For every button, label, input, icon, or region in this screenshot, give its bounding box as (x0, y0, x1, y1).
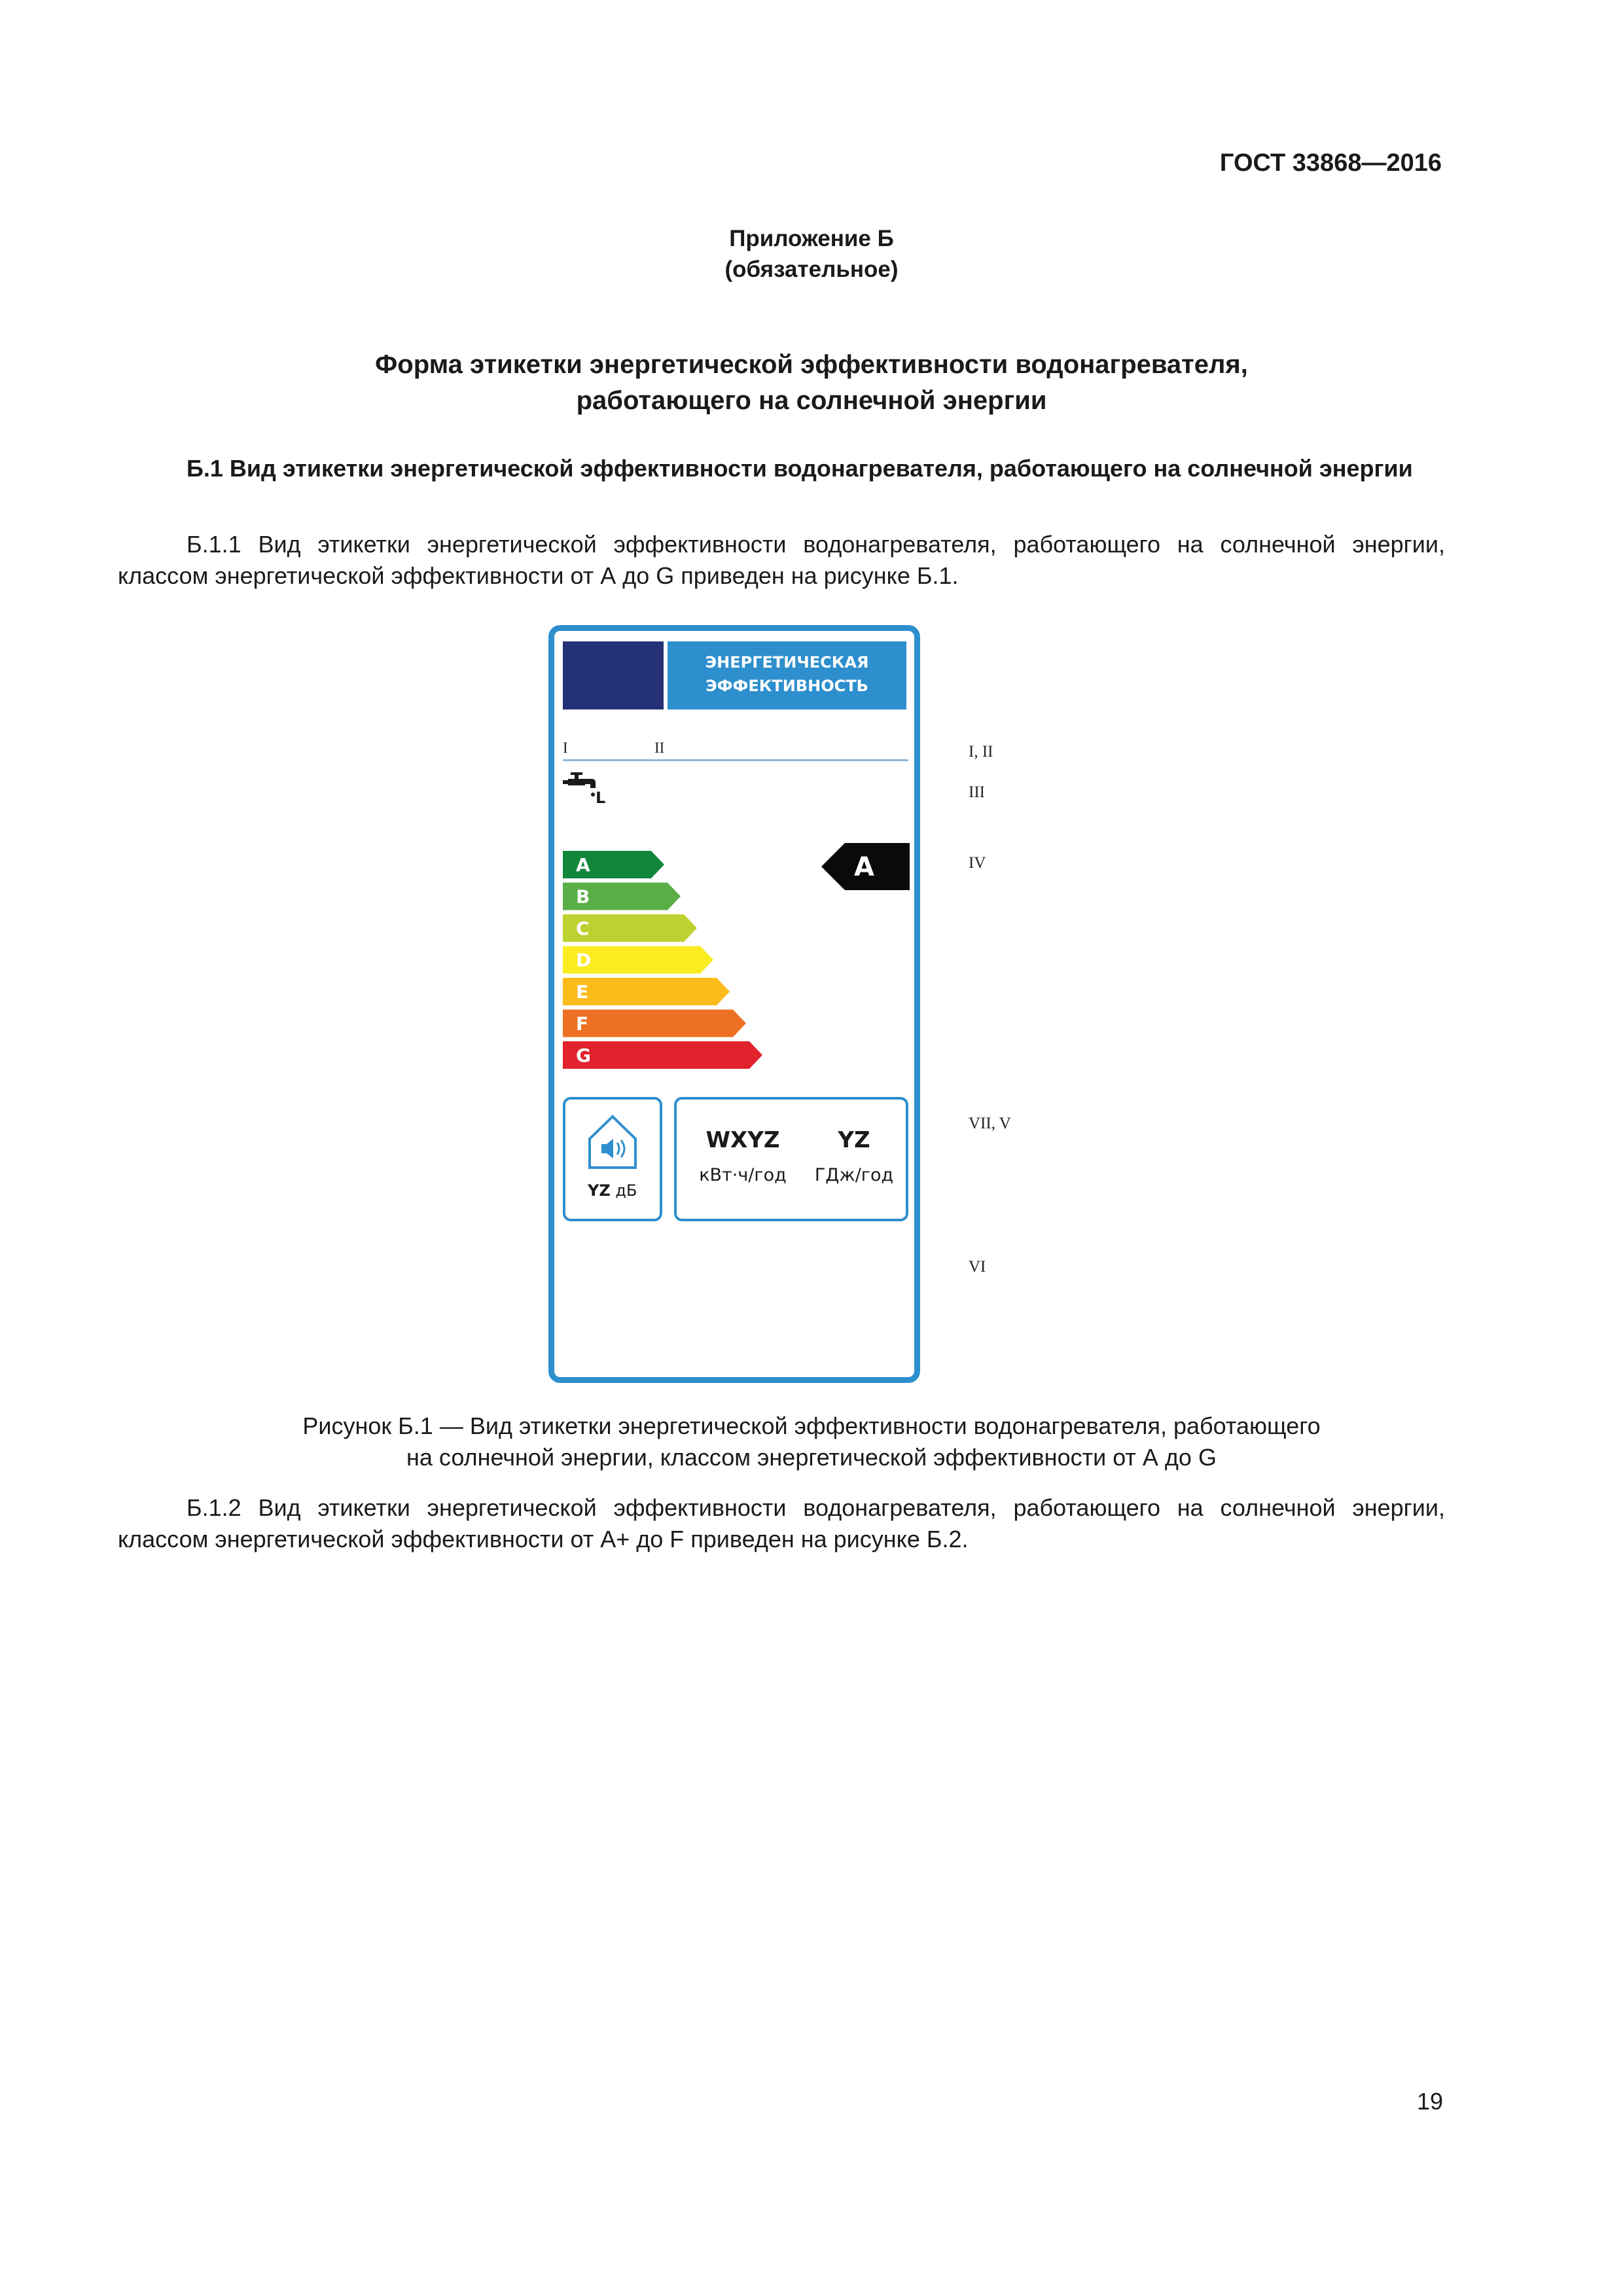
paragraph-b12: Б.1.2 Вид этикетки энергетической эффективности водонагревателя, работающего на солнечной энергии, классом энергетической эффективности от А+ до F приведен на рисунке Б.2. (118, 1494, 1445, 1552)
energy-gj-unit: ГДж/год (814, 1165, 894, 1185)
efficiency-scale (563, 851, 772, 1073)
label-field-i: I (563, 740, 568, 756)
scale-class-a (563, 851, 664, 878)
scale-class-e (563, 978, 730, 1005)
label-header-supplier-block (563, 641, 664, 709)
noise-level (588, 1181, 637, 1200)
scale-class-c (563, 914, 697, 942)
page-number: 19 (1416, 2088, 1443, 2115)
annex-title: Приложение Б (729, 226, 894, 251)
paragraph-b11: Б.1.1 Вид этикетки энергетической эффективности водонагревателя, работающего на солнечной энергии, классом энергетической эффективности от А до G приведен на рисунке Б.1. (118, 531, 1445, 589)
scale-bar-f (563, 1010, 746, 1037)
noise-value: YZ (588, 1181, 611, 1200)
scale-letter-b: B (576, 886, 590, 908)
rating-letter: A (854, 852, 874, 882)
figure-caption-line2: на солнечной энергии, классом энергетической эффективности от А до G (406, 1444, 1217, 1471)
scale-letter-c: C (576, 918, 590, 939)
callout-iii: III (969, 783, 985, 801)
label-field-ii: II (654, 740, 665, 756)
figure-caption-line1: Рисунок Б.1 — Вид этикетки энергетической эффективности водонагревателя, работающего (302, 1412, 1321, 1439)
water-tap-icon (562, 771, 601, 804)
standard-code: ГОСТ 33868—2016 (1219, 149, 1442, 177)
scale-bar-g (563, 1041, 762, 1069)
energy-gj-value: YZ (838, 1127, 870, 1153)
section-heading: Б.1 Вид этикетки энергетической эффективности водонагревателя, работающего на солнечной энергии (187, 455, 1413, 482)
tap-profile: L (596, 789, 606, 807)
scale-class-g (563, 1041, 762, 1069)
callout-vi: VI (969, 1258, 986, 1276)
scale-letter-a: A (576, 854, 590, 876)
label-header-line2: ЭФФЕКТИВНОСТЬ (705, 677, 868, 695)
annex-status: (обязательное) (724, 257, 899, 282)
scale-letter-g: G (576, 1045, 591, 1066)
energy-kwh-unit: кВт·ч/год (699, 1165, 787, 1185)
energy-kwh-value: WXYZ (705, 1127, 780, 1153)
label-header-title (668, 641, 906, 709)
scale-class-d (563, 946, 713, 974)
label-separator (563, 759, 908, 761)
scale-class-b (563, 883, 681, 910)
form-title (0, 347, 1623, 419)
callout-iv: IV (969, 854, 986, 872)
callout-vii-v: VII, V (969, 1115, 1011, 1132)
scale-letter-f: F (576, 1013, 589, 1035)
label-header-line1: ЭНЕРГЕТИЧЕСКАЯ (705, 653, 869, 672)
callout-i-ii: I, II (969, 743, 993, 761)
form-title-line1: Форма этикетки энергетической эффективности водонагревателя, (375, 350, 1248, 379)
scale-letter-e: E (576, 981, 589, 1003)
energy-consumption-box (674, 1097, 908, 1221)
figure-caption (0, 1410, 1623, 1473)
rating-arrow (821, 843, 910, 890)
form-title-line2: работающего на солнечной энергии (576, 386, 1047, 415)
scale-letter-d: D (576, 949, 592, 971)
noise-unit: дБ (615, 1181, 637, 1200)
sound-house-icon (586, 1113, 639, 1172)
scale-class-f (563, 1010, 746, 1037)
